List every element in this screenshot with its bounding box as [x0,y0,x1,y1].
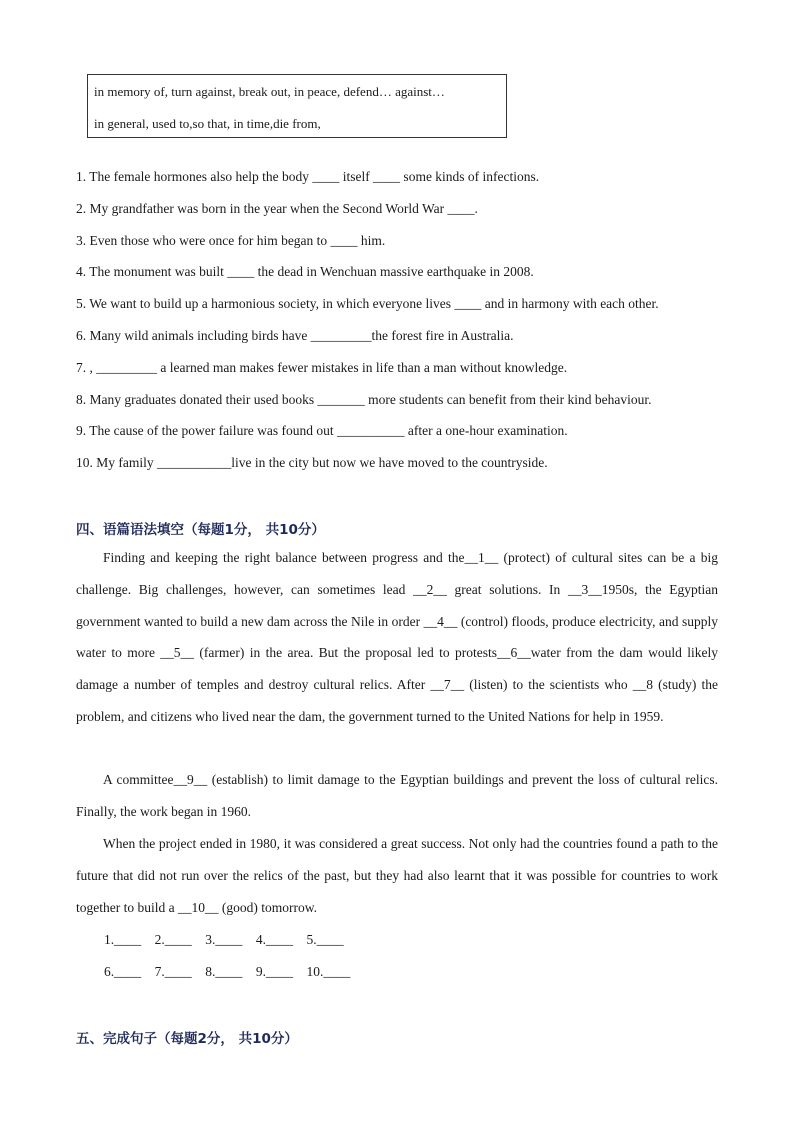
word-bank-line-1: in memory of, turn against, break out, in peace, defend… against… [94,84,445,99]
passage-paragraph-1 [76,542,718,733]
answer-blanks-row-2: 6.____ 7.____ 8.____ 9.____ 10.____ [104,964,351,979]
passage-paragraph-2 [76,764,718,828]
section-4-title: 四、语篇语法填空（每题1分， 共10分） [76,522,325,538]
question-6: 6. Many wild animals including birds have _________the forest fire in Australia. [76,328,514,343]
question-1: 1. The female hormones also help the body ____ itself ____ some kinds of infections. [76,169,540,184]
passage-paragraph-3-text: When the project ended in 1980, it was considered a great success. Not only had the countries found a path to the future that did not run over the relics of the past, but they had also learnt that it was possible for countries to work together to build a __10__ (good) tomorrow. [76,836,718,915]
question-7: 7. , _________ a learned man makes fewer mistakes in life than a man without knowledge. [76,360,568,375]
question-2: 2. My grandfather was born in the year when the Second World War ____. [76,201,478,216]
question-5: 5. We want to build up a harmonious society, in which everyone lives ____ and in harmony with each other. [76,296,659,311]
question-10: 10. My family ___________live in the city but now we have moved to the countryside. [76,455,548,470]
question-8: 8. Many graduates donated their used books _______ more students can benefit from their kind behaviour. [76,392,652,407]
passage-paragraph-3 [76,828,718,923]
question-9: 9. The cause of the power failure was found out __________ after a one-hour examination. [76,423,568,438]
passage-paragraph-2-text: A committee__9__ (establish) to limit damage to the Egyptian buildings and prevent the loss of cultural relics. Finally, the work began in 1960. [76,772,718,819]
question-4: 4. The monument was built ____ the dead in Wenchuan massive earthquake in 2008. [76,264,534,279]
passage-paragraph-1-text: Finding and keeping the right balance between progress and the__1__ (protect) of cultural sites can be a big challenge. Big challenges, however, can sometimes lead __2__ great solutions. In __3__1950s, the Egyptian government wanted to build a new dam across the Nile in order __4__ (control) floods, produce electricity, and supply water to more __5__ (farmer) in the area. But the proposal led to protests__6__water from the dam would likely damage a number of temples and destroy cultural relics. After __7__ (listen) to the scientists who __8 (study) the problem, and citizens who lived near the dam, the government turned to the United Nations for help in 1959. [76,550,718,724]
answer-blanks-row-1: 1.____ 2.____ 3.____ 4.____ 5.____ [104,932,344,947]
section-5-title: 五、完成句子（每题2分， 共10分） [76,1031,298,1047]
question-3: 3. Even those who were once for him began to ____ him. [76,233,386,248]
word-bank-box [87,74,507,138]
word-bank-line-2: in general, used to,so that, in time,die from, [94,116,321,131]
